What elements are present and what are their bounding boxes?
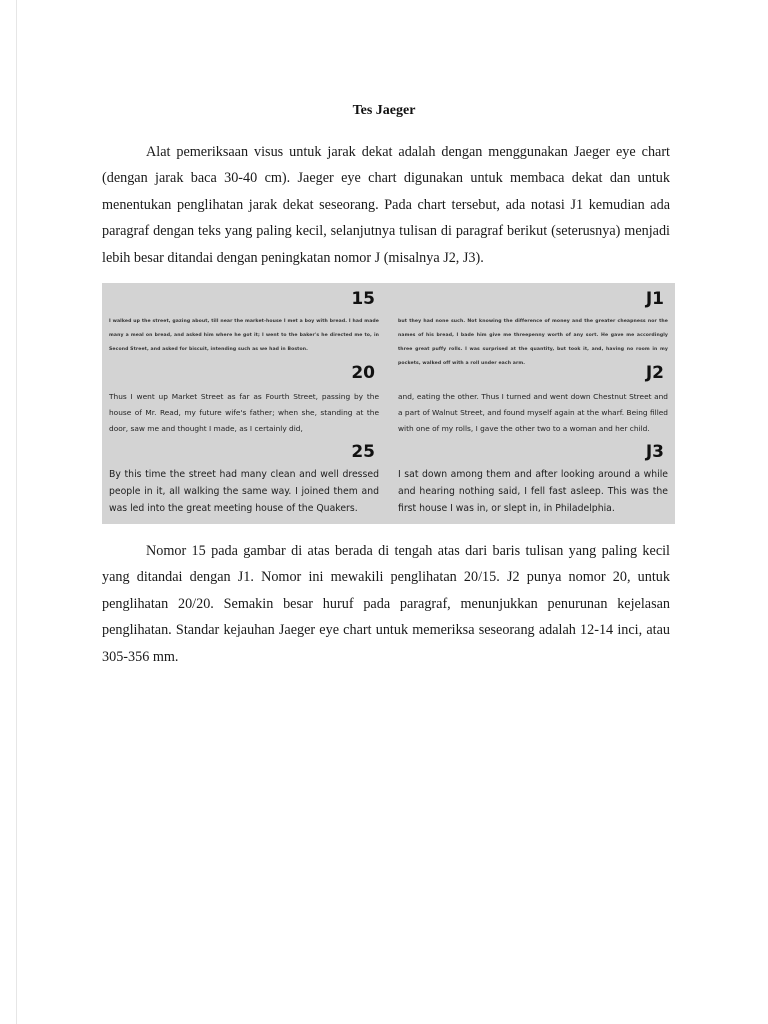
chart-cell-j2 (398, 363, 668, 439)
explanation-paragraph: Nomor 15 pada gambar di atas berada di tengah atas dari baris tulisan yang paling kecil yang ditandai dengan J1. Nomor ini mewakili penglihatan 20/15. J2 punya nomor 20, untuk penglihatan 20/20. Semakin besar huruf pada paragraf, menunjukkan penurunan kejelasan penglihatan. Standar kejauhan Jaeger eye chart untuk memeriksa seseorang adalah 12-14 inci, atau 305-356 mm. (102, 543, 670, 665)
chart-text-20: Thus I went up Market Street as far as Fourth Street, passing by the house of Mr. Read, my future wife's father; when she, standing at the door, saw me and thought I made, as I certainly did, (109, 392, 379, 433)
chart-cell-25 (109, 442, 379, 520)
page-title: Tes Jaeger (352, 103, 416, 118)
chart-label-15: 15 (351, 289, 375, 309)
chart-label-25: 25 (351, 442, 375, 462)
chart-text-j1: but they had none such. Not knowing the difference of money and the greater cheapness nor the names of his bread, I bade him give me threepenny worth of any sort. He gave me accordingly three great puffy rolls. I was surprised at the quantity, but took it, and, having no room in my pockets, walked off with a roll under each arm. (398, 319, 668, 366)
chart-label-j3: J3 (645, 442, 664, 462)
chart-text-15: I walked up the street, gazing about, till near the market-house I met a boy with bread. I had made many a meal on bread, and asked him where he got it; I went to the baker's he directed me to, in Second Street, and asked for biscuit, intending such as we had in Boston. (109, 319, 379, 352)
chart-cell-j3 (398, 442, 668, 520)
intro-paragraph: Alat pemeriksaan visus untuk jarak dekat adalah dengan menggunakan Jaeger eye chart (dengan jarak baca 30-40 cm). Jaeger eye chart digunakan untuk membaca dekat dan untuk menentukan penglihatan jarak dekat seseorang. Pada chart tersebut, ada notasi J1 kemudian ada paragraf dengan teks yang paling kecil, selanjutnya tulisan di paragraf berikut (seterusnya) menjadi lebih besar ditandai dengan peningkatan nomor J (misalnya J2, J3). (102, 144, 670, 266)
chart-text-j3: I sat down among them and after looking around a while and hearing nothing said, I fell fast asleep. This was the first house I was in, or slept in, in Philadelphia. (398, 469, 668, 514)
chart-label-20: 20 (351, 363, 375, 383)
chart-cell-20 (109, 363, 379, 439)
chart-cell-15 (109, 289, 379, 359)
chart-label-j1: J1 (645, 289, 664, 309)
jaeger-eye-chart-image (102, 283, 675, 524)
chart-text-j2: and, eating the other. Thus I turned and went down Chestnut Street and a part of Walnut Street, and found myself again at the wharf. Being filled with one of my rolls, I gave the other two to a woman and her child. (398, 392, 668, 433)
page-edge-divider (16, 0, 17, 1024)
chart-label-j2: J2 (645, 363, 664, 383)
chart-cell-j1 (398, 289, 668, 366)
chart-text-25: By this time the street had many clean and well dressed people in it, all walking the same way. I joined them and was led into the great meeting house of the Quakers. (109, 469, 379, 514)
